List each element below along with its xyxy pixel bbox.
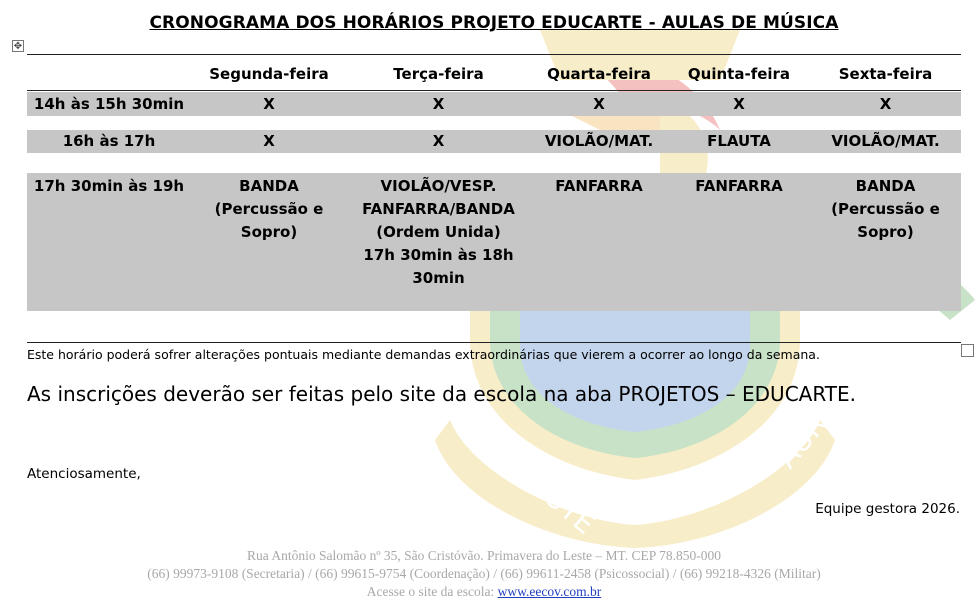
cell-line: VIOLÃO/VESP. [380, 177, 497, 195]
cell-line: FANFARRA [695, 177, 783, 195]
cell-line: Sopro) [240, 223, 298, 241]
closing-text: Atenciosamente, [27, 466, 141, 482]
header-time-cell [27, 54, 191, 92]
schedule-cell [668, 173, 810, 311]
header-day-thursday: Quinta-feira [687, 64, 791, 83]
cell-line: 30min [412, 269, 465, 287]
row-spacer [27, 116, 961, 130]
table-header-row [27, 54, 961, 92]
document-title: CRONOGRAMA DOS HORÁRIOS PROJETO EDUCARTE - AULAS DE MÚSICA [149, 13, 839, 33]
schedule-cell: X [530, 92, 668, 116]
cell-line: 17h 30min às 18h [363, 246, 514, 264]
row-time: 17h 30min às 19h [27, 173, 191, 311]
disclaimer-note: Este horário poderá sofrer alterações pontuais mediante demandas extraordinárias que vierem a ocorrer ao longo da semana. [27, 347, 820, 362]
footer-address: Rua Antônio Salomão nº 35, São Cristóvão. Primavera do Leste – MT. CEP 78.850-000 [246, 548, 722, 563]
table-row [27, 130, 961, 153]
footer-phones: (66) 99973-9108 (Secretaria) / (66) 99615-9754 (Coordenação) / (66) 99611-2458 (Psicossocial) / (66) 99218-4326 (Militar) [147, 566, 821, 581]
schedule-cell: VIOLÃO/MAT. [810, 130, 961, 153]
schedule-cell [810, 173, 961, 311]
cell-line: (Ordem Unida) [376, 223, 501, 241]
cell-line: FANFARRA/BANDA [362, 200, 515, 218]
watermark-text-auro: AURO [770, 391, 848, 475]
schedule-cell [530, 173, 668, 311]
cell-line: BANDA [855, 177, 916, 195]
schedule-cell [191, 173, 347, 311]
table-resize-handle-icon[interactable] [961, 344, 974, 357]
footer [0, 547, 968, 601]
schedule-table [27, 54, 961, 311]
cell-line: FANFARRA [555, 177, 643, 195]
schedule-cell: X [347, 92, 530, 116]
schedule-cell: X [347, 130, 530, 153]
watermark-text-virtute: VIRTUTE [490, 440, 602, 541]
cell-line: (Percussão e [214, 200, 324, 218]
schedule-cell [347, 173, 530, 311]
table-bottom-rule [27, 342, 961, 343]
table-row [27, 173, 961, 311]
row-time: 16h às 17h [27, 130, 191, 153]
header-day-wednesday: Quarta-feira [547, 64, 651, 83]
schedule-cell: VIOLÃO/MAT. [530, 130, 668, 153]
table-row [27, 92, 961, 116]
schedule-cell: X [191, 130, 347, 153]
row-time: 14h às 15h 30min [27, 92, 191, 116]
registration-note: As inscrições deverão ser feitas pelo site da escola na aba PROJETOS – EDUCARTE. [27, 382, 856, 406]
cell-line: (Percussão e [831, 200, 940, 218]
footer-site [0, 583, 968, 601]
row-spacer [27, 153, 961, 173]
header-day-friday: Sexta-feira [838, 64, 933, 83]
watermark-text-plusquam: PLUSQUAM [597, 467, 745, 512]
school-site-link[interactable]: www.eecov.com.br [497, 584, 602, 599]
schedule-cell: FLAUTA [668, 130, 810, 153]
cell-line: BANDA [239, 177, 299, 195]
cell-line: Sopro) [857, 223, 914, 241]
header-day-tuesday: Terça-feira [393, 64, 484, 83]
schedule-cell: X [191, 92, 347, 116]
table-move-handle-icon[interactable]: ✥ [13, 41, 23, 52]
schedule-cell: X [668, 92, 810, 116]
schedule-cell: X [810, 92, 961, 116]
signature-text: Equipe gestora 2026. [815, 501, 960, 517]
footer-site-prefix: Acesse o site da escola: [366, 584, 498, 599]
header-day-monday: Segunda-feira [209, 64, 329, 83]
